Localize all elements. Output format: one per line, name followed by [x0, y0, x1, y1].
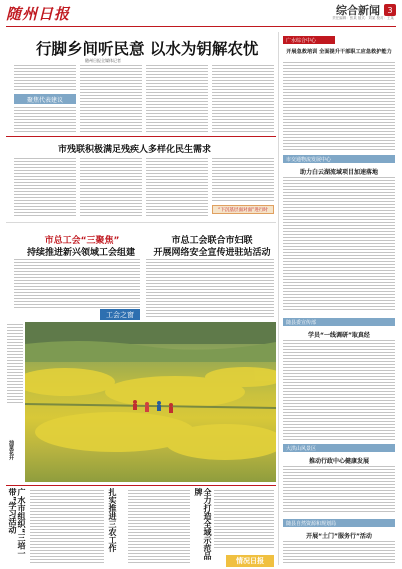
field-illustration	[25, 322, 276, 482]
story4-headline-line1: 市总工会联合市妇联	[171, 236, 253, 246]
newspaper-logo: 随州日报	[6, 5, 71, 23]
story3-headline-line1: 市总工会“三聚焦”	[44, 236, 120, 246]
masthead	[0, 0, 402, 26]
story3-text	[14, 259, 140, 309]
sidebar-text-3	[283, 340, 395, 440]
lead-headline: 行脚乡间听民意 以水为钥解农忧	[36, 40, 259, 58]
lead-text-col1	[14, 65, 76, 92]
bottom-col3-headline: 全力打造全域示范品牌	[194, 488, 212, 560]
sidebar-title-5: 开展“土门”服务行”活动	[306, 533, 372, 540]
bottom-corner-tag: 情况日报	[226, 555, 274, 567]
lead-byline: 随州日报全媒体记者	[85, 58, 121, 63]
sidebar-text-5	[283, 541, 395, 563]
lead-text-col1b	[14, 107, 76, 133]
bottom-col3-text	[214, 490, 274, 550]
sidebar-title-2: 助力白云湖流域项目加速落地	[299, 169, 378, 176]
story4-text	[146, 259, 274, 319]
story2-text-col2	[80, 158, 142, 218]
photo-caption-title: 油菜花开	[8, 440, 14, 460]
story2-text-col3	[146, 158, 208, 218]
lead-text-col2	[80, 65, 142, 133]
divider	[6, 485, 276, 486]
sidebar-tag-3: 随县委宣传部	[283, 318, 395, 326]
lead-tag: 聚焦代表建议	[14, 94, 76, 104]
story2-text-col1	[14, 158, 76, 218]
sidebar-tag-5: 随县自然资源和规划局	[283, 519, 395, 527]
sidebar-tag-1: 广水综合中心	[283, 36, 335, 44]
sidebar-text-2	[283, 177, 395, 312]
sidebar-title-4: 推动行政中心健康发展	[308, 458, 369, 465]
sidebar-title-3: 学员“一线调研”取真经	[308, 332, 370, 339]
story2-text-col4	[212, 158, 274, 203]
divider	[6, 136, 276, 137]
sidebar-tag-4: 大洪山风景区	[283, 444, 395, 452]
masthead-rule	[6, 26, 396, 27]
sidebar-text-4	[283, 466, 395, 514]
sidebar-title-1: 开展急救培训 全面提升干部职工应急救护能力	[286, 49, 392, 55]
lead-text-col3	[146, 65, 208, 133]
rapeseed-field-photo	[25, 322, 276, 482]
story4-headline-line2: 开展网络安全宣传进驻站活动	[153, 248, 271, 258]
section-name: 综合新闻	[336, 4, 380, 17]
bottom-col1-text	[30, 490, 104, 564]
story3-headline-line2: 持续推进新兴领域工会组建	[26, 248, 135, 258]
story3-tag: 工会之窗	[100, 309, 140, 320]
divider	[6, 222, 276, 223]
lead-text-col4	[212, 65, 274, 133]
sidebar-text-1	[283, 62, 395, 150]
story2-tag: “下沉基层面对面”进行时	[212, 205, 274, 214]
bottom-col1-headline: 广水市组织“三培一带”学习活动	[8, 488, 26, 558]
sidebar-briefs	[278, 32, 399, 565]
bottom-col2-text	[128, 490, 190, 564]
edition-meta: 责任编辑：张某 版式：刘某 校对：王某	[332, 16, 394, 20]
bottom-col2-headline: 扎实推进三农工作	[108, 488, 117, 552]
story2-headline: 市残联积极满足残疾人多样化民生需求	[58, 145, 212, 155]
page-number: 3	[384, 4, 396, 16]
sidebar-tag-2: 市交通物流发展中心	[283, 155, 395, 163]
